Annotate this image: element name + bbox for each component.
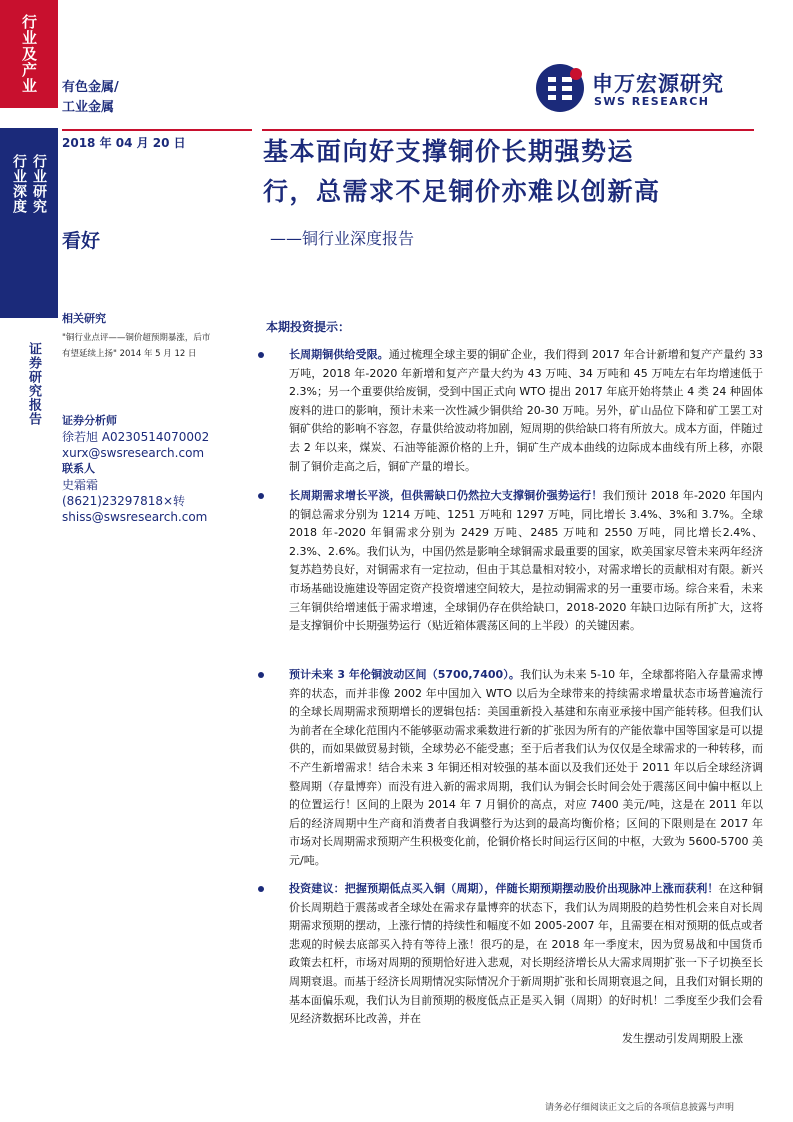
- highlight-lead: 长周期需求增长平淡，但供需缺口仍然拉大支撑铜价强势运行！: [289, 489, 603, 502]
- sws-logo: [534, 62, 764, 114]
- bullet-icon: [258, 493, 264, 499]
- highlight-paragraph: [263, 880, 763, 1029]
- highlight-lead: 投资建议：把握预期低点买入铜（周期），伴随长期预期摆动股价出现脉冲上涨而获利！: [289, 882, 719, 895]
- analyst-email[interactable]: xurx@swsresearch.com: [62, 446, 205, 460]
- highlight-item-4: [263, 880, 763, 1029]
- highlight-body: 在这种铜价长周期趋于震荡或者全球处在需求存量博弈的状态下，我们认为周期股的趋势性机会来自对长周期需求预期的摆动，上涨行情的持续性和幅度不如 2005-2007 年，且需要在相对预期的低点或者悲观的时候去底部买入持有等待上涨！很巧的是，在 2018 年一季度末，因为贸易战和中国货币政策去杠杆，市场对周期的预期恰好进入悲观，对长期经济增长从大需求周期扩张一下子切换至长周期衰退。而基于经济长周期情况实际情况介于新周期扩张和长周期衰退之间，且我们对铜长期的基本面偏乐观，我们认为目前预期的极度低点正是买入铜（周期）的好时机！二季度至少我们会看见经济数据环比改善，并在: [289, 882, 764, 1026]
- contact-email[interactable]: shiss@swsresearch.com: [62, 510, 208, 524]
- industry-label: [62, 78, 119, 118]
- highlight-paragraph: [263, 666, 763, 871]
- sidebar-research-label-1: 行业研究: [31, 154, 47, 214]
- rating: 看好: [62, 230, 101, 252]
- highlight-body: 我们认为未来 5-10 年，全球都将陷入存量需求博弈的状态，而并非像 2002 年中国加入 WTO 以后为全球带来的持续需求增量状态市场普遍流行的全球长周期需求预期增长的逻辑包括：美国重新投入基建和东南亚承接中国产能转移。但我们认为前者在全球化范围内不能够驱动需求乘数进行新的扩张因为所有的产能依靠中国等国家是可以提供的，而如果做贸易封锁，全球势必不能受惠；至于后者我们认为仅仅是全球需求的一种转移，而不产生新增需求！结合未来 3 年铜还相对较强的基本面以及我们还处于 2011 年以后全球经济调整周期（存量博弈）而没有进入新的需求周期，我们认为铜会长时间会处于震荡区间中偏中枢以上的位置运行！区间的上限为 2014 年 7 月铜价的高点，对应 7400 美元/吨，这是在 2011 年以后的经济周期中生产商和消费者自我调整行为达到的最高均衡价格；区间的下限则是在 2017 年市场对长周期需求预期产生积极变化前，伦铜价格长时间运行区间的中枢，大致为 5600-5700 美元/吨。: [289, 668, 763, 867]
- highlight-item-1: [263, 346, 763, 476]
- footer-disclaimer: 请务必仔细阅读正文之后的各项信息披露与声明: [545, 1103, 735, 1113]
- header-rule-left: [62, 129, 252, 131]
- sidebar-category-label: 行业及产业: [20, 14, 38, 94]
- contact-heading: 联系人: [62, 462, 95, 475]
- industry-line-2: 工业金属: [62, 100, 115, 115]
- related-item-line-1: "铜行业点评——铜价超预期暴涨，后市: [62, 333, 211, 343]
- sidebar-bar-industry: [0, 0, 58, 108]
- highlight-paragraph: [263, 487, 763, 636]
- logo-en: SWS RESEARCH: [594, 95, 710, 108]
- bullet-icon: [258, 672, 264, 678]
- related-research: [62, 310, 252, 362]
- related-item-line-2: 有望延续上扬" 2014 年 5 月 12 日: [62, 349, 197, 359]
- sidebar-bar-research: [0, 128, 58, 318]
- header-rule-right: [262, 129, 754, 131]
- highlight-item-3: [263, 666, 763, 871]
- contact-phone: (8621)23297818×转: [62, 494, 186, 508]
- report-title: [263, 132, 763, 212]
- title-line-1: 基本面向好支撑铜价长期强势运: [263, 137, 635, 166]
- analyst-heading: 证券分析师: [62, 414, 117, 427]
- report-date: 2018 年 04 月 20 日: [62, 136, 186, 150]
- highlight-paragraph: [263, 346, 763, 476]
- highlight-lead: 预计未来 3 年伦铜波动区间（5700,7400）。: [289, 668, 520, 681]
- highlight-body: 我们预计 2018 年-2020 年国内的铜总需求分别为 1214 万吨、1251 万吨和 1297 万吨，同比增长 3.4%、3%和 3.7%。全球 2018 年-2020 年铜需求分别为 2429 万吨、2485 万吨和 2550 万吨，同比增长2.4%、2.3%、2.6%。我们认为，中国仍然是影响全球铜需求最重要的国家，欧美国家尽管未来两年经济复苏趋势良好，对铜需求有一定拉动，但由于其总量相对较小，对需求增长的贡献相对有限。新兴市场基础设施建设等固定资产投资增速空间较大，是拉动铜需求的另一重要市场。综合来看，未来三年铜供给增速低于需求增速，全球铜仍存在供给缺口，2018-2020 年缺口边际有所扩大，这将是支撑铜价中长期强势运行（贴近箱体震荡区间的上半段）的关键因素。: [289, 489, 763, 633]
- industry-line-1: 有色金属/: [62, 80, 119, 95]
- contact-name: 史霜霜: [62, 478, 99, 492]
- logo-cn: 申万宏源研究: [592, 72, 724, 96]
- sidebar-report-type: 证券研究报告: [26, 342, 41, 426]
- highlight-body: 通过梳理全球主要的铜矿企业，我们得到 2017 年合计新增和复产产量约 33 万吨，2018 年-2020 年新增和复产产量大约为 43 万吨、34 万吨和 45 万吨左右年均增速低于 2.3%；另一个重要供给废铜，受到中国正式向 WTO 提出 2017 年底开始将禁止 4 类 24 种固体废料的进口的影响，预计未来一次性减少铜供给 20-30 万吨。另外，矿山品位下降和矿工罢工对铜矿供给的影响不容忽，存量供给波动将加剧，短周期的供给缺口将有所放大。成本方面，伴随过去 2 年以来，煤炭、石油等能源价格的上升，铜矿生产成本曲线的边际成本曲线有所上移，亦限制了铜价走高之后，铜矿产量的增长。: [289, 348, 764, 473]
- highlight-item-2: [263, 487, 763, 636]
- analyst-name: 徐若旭 A0230514070002: [62, 430, 210, 444]
- sws-logo-icon: [534, 62, 586, 114]
- highlights-heading: 本期投资提示：: [266, 320, 351, 334]
- highlight-lead: 长周期铜供给受限。: [289, 348, 389, 361]
- title-line-2: 行，总需求不足铜价亦难以创新高: [263, 177, 661, 206]
- analyst-block: [62, 413, 262, 525]
- highlight-continuation: 发生摆动引发周期股上涨: [622, 1032, 743, 1045]
- bullet-icon: [258, 886, 264, 892]
- sidebar-research-label-2: 行业深度: [11, 154, 27, 214]
- report-subtitle: ——铜行业深度报告: [270, 229, 415, 248]
- related-heading: 相关研究: [62, 312, 106, 325]
- bullet-icon: [258, 352, 264, 358]
